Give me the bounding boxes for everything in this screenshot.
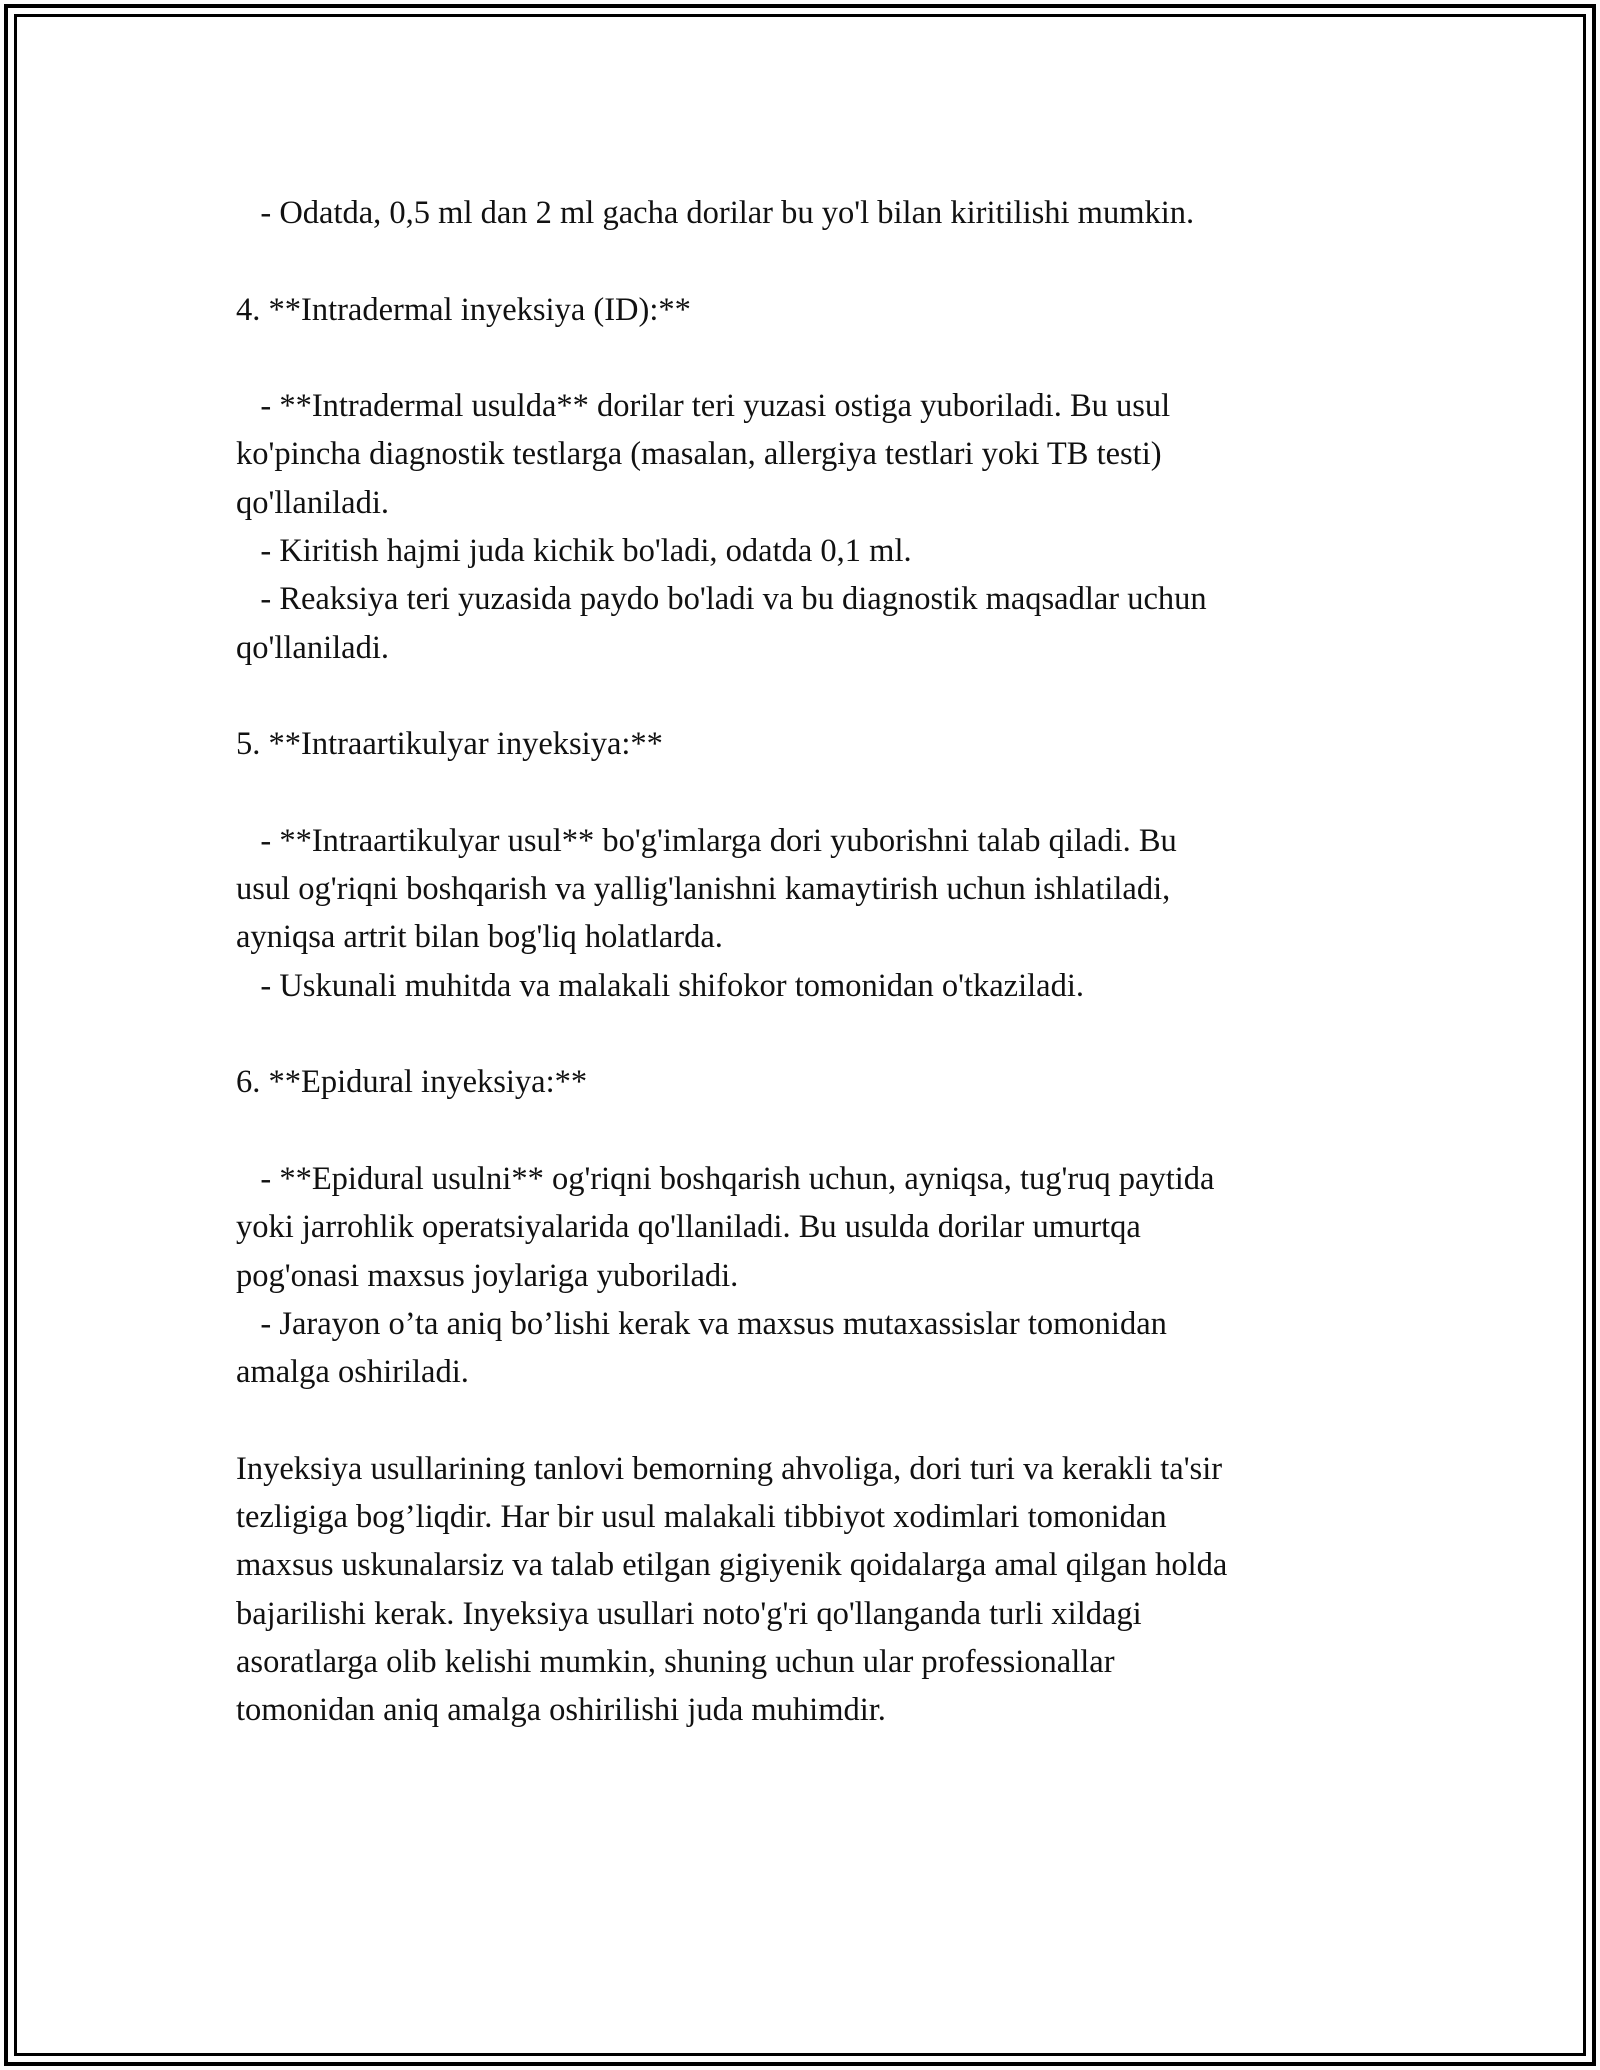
text-line: amalga oshiriladi. (236, 1354, 469, 1391)
section-heading: 5. **Intraartikulyar inyeksiya:** (236, 726, 663, 763)
text-line: - Odatda, 0,5 ml dan 2 ml gacha dorilar bu yo'l bilan kiritilishi mumkin. (236, 195, 1195, 231)
text-line: - **Epidural usulni** og'riqni boshqarish uchun, ayniqsa, tug'ruq paytida (236, 1160, 1215, 1197)
text-line: pog'onasi maxsus joylariga yuboriladi. (236, 1257, 739, 1294)
text-line: - **Intradermal usulda** dorilar teri yuzasi ostiga yuboriladi. Bu usul (236, 388, 1171, 425)
blank-line (236, 1396, 1366, 1444)
text-line: qo'llaniladi. (236, 484, 389, 521)
blank-line (236, 769, 1366, 817)
conclusion-line: tezligiga bog’liqdir. Har bir usul malakali tibbiyot xodimlari tomonidan (236, 1499, 1167, 1536)
text-line: - Reaksiya teri yuzasida paydo bo'ladi va bu diagnostik maqsadlar uchun (236, 581, 1207, 618)
text-line: usul og'riqni boshqarish va yallig'lanishni kamaytirish uchun ishlatiladi, (236, 871, 1171, 908)
conclusion-line: Inyeksiya usullarining tanlovi bemorning ahvoliga, dori turi va kerakli ta'sir (236, 1450, 1223, 1487)
conclusion-line: tomonidan aniq amalga oshirilishi juda muhimdir. (236, 1692, 886, 1729)
blank-line (236, 1107, 1366, 1155)
conclusion-line: maxsus uskunalarsiz va talab etilgan gigiyenik qoidalarga amal qilgan holda (236, 1547, 1228, 1584)
blank-line (236, 672, 1366, 720)
text-line: yoki jarrohlik operatsiyalarida qo'llaniladi. Bu usulda dorilar umurtqa (236, 1209, 1141, 1246)
blank-line (236, 334, 1366, 382)
section-heading: 4. **Intradermal inyeksiya (ID):** (236, 291, 691, 328)
text-line: ayniqsa artrit bilan bog'liq holatlarda. (236, 919, 723, 956)
text-line: qo'llaniladi. (236, 629, 389, 666)
text-line: ko'pincha diagnostik testlarga (masalan, allergiya testlari yoki TB testi) (236, 436, 1162, 473)
text-line: - Jarayon o’ta aniq bo’lishi kerak va maxsus mutaxassislar tomonidan (236, 1305, 1167, 1342)
blank-line (236, 237, 1366, 285)
conclusion-line: asoratlarga olib kelishi mumkin, shuning uchun ular professionallar (236, 1643, 1115, 1680)
text-line: - Uskunali muhitda va malakali shifokor tomonidan o'tkaziladi. (236, 967, 1084, 1004)
blank-line (236, 1010, 1366, 1058)
section-heading: 6. **Epidural inyeksiya:** (236, 1064, 588, 1101)
text-line: - Kiritish hajmi juda kichik bo'ladi, odatda 0,1 ml. (236, 533, 912, 570)
text-line: - **Intraartikulyar usul** bo'g'imlarga dori yuborishni talab qiladi. Bu (236, 822, 1177, 859)
document-body (236, 189, 1366, 1735)
conclusion-line: bajarilishi kerak. Inyeksiya usullari noto'g'ri qo'llanganda turli xildagi (236, 1595, 1142, 1632)
